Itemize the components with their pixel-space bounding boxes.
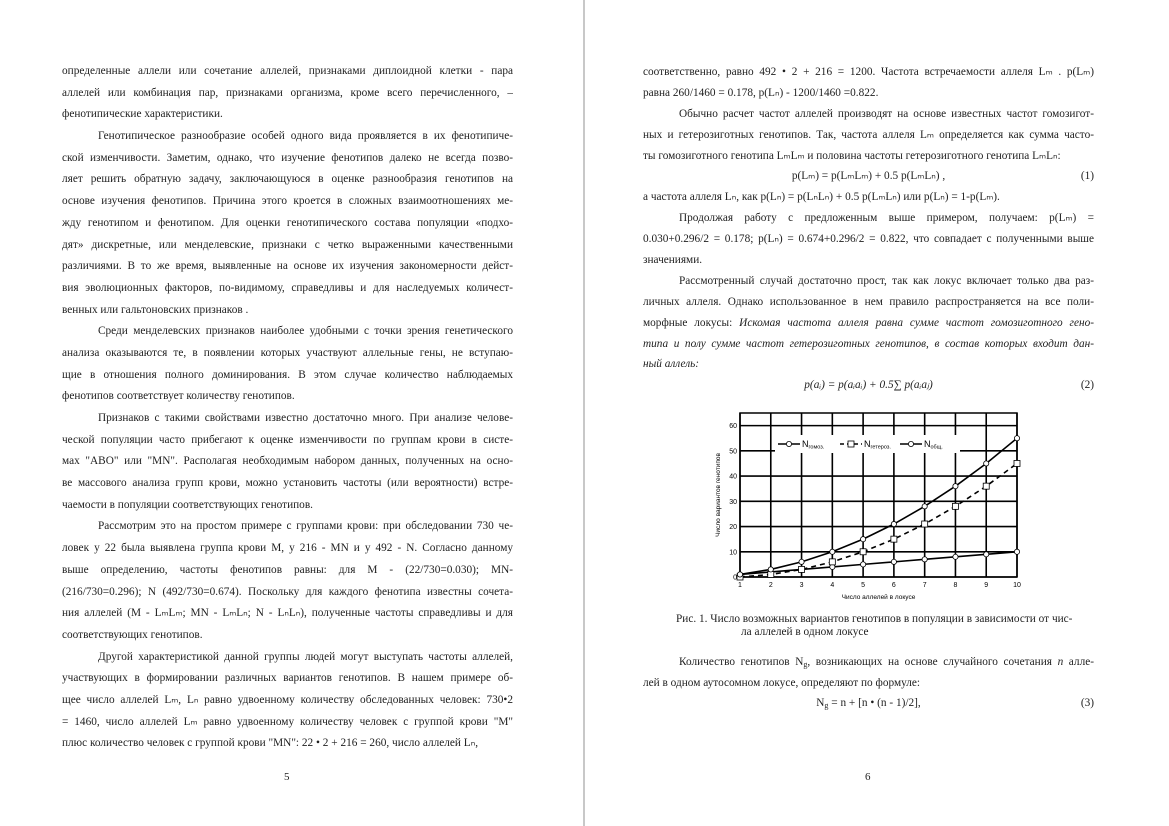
y-tick-label: 40 (729, 473, 737, 481)
italic-rule: ный аллель: (643, 358, 700, 371)
data-point-square (799, 566, 805, 572)
text-line: ты гомозиготного генотипа LₘLₘ и половина частоты гетерозиготного генотипа LₘLₙ: (643, 149, 1061, 162)
text-line: мах "АВО" или "MN". Располагая необходимым набором данных, полученных на осно- (62, 455, 513, 468)
x-tick-label: 8 (953, 582, 958, 589)
text-line: ве массового анализа групп крови, можно установить частоты (или вероятности) встре- (62, 477, 513, 490)
data-point-square (1014, 460, 1020, 466)
data-point-circle (1014, 436, 1019, 441)
data-point-circle (861, 562, 866, 567)
data-point-square (983, 483, 989, 489)
formula: p(Lₘ) = p(LₘLₘ) + 0.5 p(LₘLₙ) , (791, 170, 946, 183)
data-point-square (922, 521, 928, 527)
x-axis-label: Число аллелей в локусе (841, 594, 916, 601)
text-line: Продолжая работу с предложенным выше примером, получаем: p(Lₘ) = (679, 212, 1094, 225)
x-tick-label: 6 (891, 582, 896, 589)
text-line: основе изучения фенотипов. Причина этого кроется в сложных взаимоотношениях ме- (62, 195, 513, 208)
y-tick-label: 60 (729, 423, 737, 431)
text-line: значениями. (643, 254, 703, 267)
text-line: щее число аллелей Lₘ, Lₙ равно удвоенному количеству обследованных человек: 730•2 (62, 693, 513, 706)
data-point-circle (891, 521, 896, 526)
legend-sub: гомоз. (808, 444, 825, 451)
equation-number: (1) (1080, 170, 1094, 183)
x-tick-label: 9 (984, 582, 989, 589)
legend-marker (786, 441, 791, 446)
text-line: фенотипические характеристики. (62, 108, 223, 121)
page-left (0, 0, 583, 826)
text-line: фенотипов соответствует количеству генотипов. (62, 390, 295, 403)
text-line: личных аллеля. Однако использованное в нем правило распространяется на все поли- (643, 295, 1094, 308)
legend-label-0: Nгомоз. (802, 439, 825, 451)
text-line: лей в одном аутосомном локусе, определяют по формуле: (643, 676, 921, 689)
y-axis-label: Число вариантов генотипов (715, 453, 722, 537)
y-tick-label: 30 (729, 498, 737, 506)
legend-sub: гетероз. (870, 444, 891, 451)
text-line: щие в отношения полного доминирования. В этом случае количество наблюдаемых (62, 368, 513, 381)
text-line: выше определению, частоты фенотипов равны: для М - (22/730=0.030); MN- (62, 563, 513, 576)
text-line (643, 652, 1094, 673)
text-line: (216/730=0.296); N (492/730=0.674). Поскольку для каждого фенотипа известны сочета- (62, 585, 513, 598)
text-line: различиями. В то же время, выявленные на основе их изучения закономерности дейст- (62, 260, 513, 273)
caption-line: Рис. 1. Число возможных вариантов генотипов в популяции в зависимости от чис- (676, 613, 1073, 625)
genotype-chart (700, 405, 1030, 605)
data-point-square (891, 536, 897, 542)
page-number: 5 (284, 771, 290, 783)
text-line: определенные аллели или сочетание аллелей, признаками диплоидной клетки - пара (62, 65, 513, 77)
text-line: а частота аллеля Lₙ, как p(Lₙ) = p(LₙLₙ) + 0.5 p(LₘLₙ) или p(Lₙ) = 1-p(Lₘ). (643, 191, 1000, 204)
text-line: вия эволюционных факторов, по-видимому, справедливы и для наследуемых количест- (62, 281, 513, 294)
subscript: g (824, 701, 829, 710)
text-line: Рассмотренный случай достаточно прост, так как локус включает только два раз- (679, 274, 1094, 287)
data-point-circle (737, 572, 742, 577)
text-line: жду генотипом и фенотипом. Для оценки генотипического состава популяции «подхо- (62, 216, 513, 229)
x-tick-label: 7 (922, 582, 927, 589)
data-point-circle (891, 559, 896, 564)
x-tick-label: 3 (799, 582, 804, 589)
equation-number: (2) (1080, 379, 1094, 392)
data-point-circle (953, 554, 958, 559)
text-line: ловек у 22 была выявлена группа крови М, у 216 - MN и у 492 - N. Согласно данному (62, 542, 513, 555)
data-point-circle (799, 559, 804, 564)
text-line: 0.030+0.296/2 = 0.178; p(Lₙ) = 0.674+0.296/2 = 0.822, что совпадает с полученными выше (643, 233, 1094, 246)
equation-number: (3) (1080, 697, 1094, 709)
text-span: морфные локусы: (643, 316, 740, 329)
text-line: чаемости в популяции соответствующих генотипов. (62, 498, 313, 511)
data-point-square (860, 549, 866, 555)
text-line: соответственно, равно 492 • 2 + 216 = 1200. Частота встречаемости аллеля Lₘ . p(Lₘ) (643, 66, 1094, 78)
data-point-circle (984, 552, 989, 557)
equation-1 (643, 166, 1094, 187)
data-point-circle (1014, 549, 1019, 554)
formula: p(aᵢ) = p(aᵢaᵢ) + 0.5∑ p(aᵢaⱼ) (804, 379, 933, 392)
text-line: Другой характеристикой данной группы людей могут выступать частоты аллелей, (98, 650, 513, 663)
figure-caption (676, 613, 1094, 639)
text-line: ных и гетерозиготных генотипов. Так, частота аллеля Lₘ определяется как сумма часто- (643, 128, 1094, 141)
subscript: g (803, 660, 808, 669)
text-line (643, 354, 1094, 375)
text-line (643, 334, 1094, 355)
text-span: алле- (1063, 656, 1094, 668)
x-tick-label: 5 (861, 582, 866, 589)
right-page-body (643, 62, 1094, 396)
data-point-square (829, 559, 835, 565)
italic-rule: типа и полу сумме частот гетерозиготных генотипов, в состав которых входит дан- (643, 337, 1094, 350)
text-line: Обычно расчет частот аллелей производят на основе известных частот гомозигот- (679, 107, 1094, 120)
y-tick-label: 0 (733, 574, 737, 582)
text-span: Количество генотипов N (679, 656, 804, 668)
legend-marker (908, 441, 913, 446)
x-tick-label: 4 (830, 582, 835, 589)
data-point-circle (922, 504, 927, 509)
equation-3 (643, 693, 1094, 714)
text-line: ской изменчивости. Заметим, однако, что изучение фенотипов далеко не всегда позво- (62, 151, 513, 164)
y-tick-label: 50 (729, 448, 737, 456)
right-page-bottom (643, 652, 1094, 714)
text-line: ляет решить обратную задачу, заключающуюся в оценке разнообразия генотипов на (62, 173, 513, 186)
equation-2 (643, 375, 1094, 396)
formula: = n + [n • (n - 1)/2], (828, 697, 921, 709)
text-line: равна 260/1460 = 0.178, p(Lₙ) - 1200/1460 =0.822. (643, 86, 879, 99)
italic-rule: Искомая частота аллеля равна сумме частот гомозиготного гено- (739, 316, 1094, 329)
legend-label-2: Nобщ. (924, 439, 943, 451)
text-line: анализа оказываются те, в появлении которых участвуют аллельные гены, не вступаю- (62, 346, 513, 359)
variable: n (1057, 656, 1064, 668)
data-point-circle (830, 549, 835, 554)
text-line: Рассмотрим это на простом примере с группами крови: при обследовании 730 че- (98, 520, 513, 533)
left-page-body (62, 61, 513, 755)
text-span: , возникающих на основе случайного сочетания (807, 656, 1058, 668)
text-line: участвующих в формировании различных вариантов генотипов. В нашем примере об- (62, 672, 513, 685)
x-tick-label: 2 (768, 582, 773, 589)
y-tick-label: 20 (729, 524, 737, 532)
text-line: дят» дискретные, или менделевские, признаки с четко выраженными качественными (62, 238, 513, 251)
data-point-circle (953, 484, 958, 489)
x-tick-label: 1 (738, 582, 742, 589)
data-point-circle (768, 567, 773, 572)
text-line: Среди менделевских признаков наиболее удобными с точки зрения генетического (98, 325, 513, 338)
text-line (643, 313, 1094, 334)
data-point-circle (984, 461, 989, 466)
legend-marker (848, 441, 854, 447)
legend-label-1: Nгетероз. (864, 439, 891, 451)
data-point-circle (922, 557, 927, 562)
text-line: ния аллелей (М - LₘLₘ; MN - LₘLₙ; N - LₙLₙ), полученные частоты справедливы и для (62, 607, 513, 620)
text-line: венных или гальтоновских признаков . (62, 303, 249, 316)
text-line: Признаков с такими свойствами известно достаточно много. При анализе челове- (98, 412, 513, 424)
x-tick-label: 10 (1013, 582, 1021, 589)
page-number: 6 (865, 771, 871, 783)
caption-line: ла аллелей в одном локусе (741, 626, 869, 638)
data-point-circle (861, 537, 866, 542)
text-line: плюс количество человек с группой крови "MN": 22 • 2 + 216 = 260, число аллелей Lₙ, (62, 737, 479, 750)
text-line: Генотипическое разнообразие особей одного вида проявляется в их фенотипиче- (98, 130, 513, 143)
text-line: соответствующих генотипов. (62, 628, 203, 641)
formula: N (816, 697, 825, 709)
legend-sub: общ. (930, 444, 943, 451)
text-line: аллелей или комбинация пар, признаками организма, кроме всего перечисленного, – (62, 86, 513, 99)
data-point-square (952, 503, 958, 509)
y-tick-label: 10 (729, 549, 737, 557)
text-line: ческой популяции часто прибегают к оценке изменчивости по группам крови в систе- (62, 433, 513, 446)
text-line: = 1460, число аллелей Lₘ равно удвоенному количеству человек с группой крови "М" (62, 715, 513, 728)
